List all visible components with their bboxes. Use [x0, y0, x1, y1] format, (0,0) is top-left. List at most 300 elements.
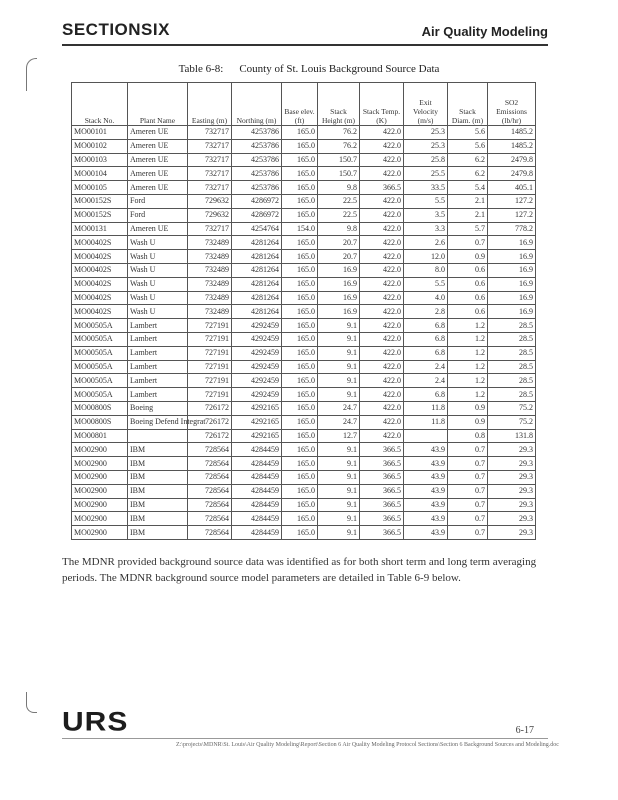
table-cell: 165.0 — [282, 126, 318, 140]
body-paragraph: The MDNR provided background source data was identified as for both short term and long term averaging periods. The MDNR background source model parameters are detailed in Table 6-9 below. — [62, 556, 537, 584]
table-cell: 9.8 — [318, 222, 360, 236]
stack-id-cell: MO00505A — [72, 346, 128, 360]
table-cell: 165.0 — [282, 443, 318, 457]
plant-name-cell: Ameren UE — [128, 126, 188, 140]
table-cell: 43.9 — [404, 443, 448, 457]
table-cell: 728564 — [188, 512, 232, 526]
table-cell: 165.0 — [282, 250, 318, 264]
plant-name-cell: Lambert — [128, 346, 188, 360]
table-cell: 11.8 — [404, 401, 448, 415]
table-cell: 4281264 — [232, 291, 282, 305]
stack-id-cell: MO00801 — [72, 429, 128, 443]
table-row — [72, 346, 536, 360]
plant-name-cell: Wash U — [128, 305, 188, 319]
section-title: SECTIONSIX — [62, 20, 170, 39]
table-cell: 0.6 — [448, 305, 488, 319]
table-cell: 9.1 — [318, 346, 360, 360]
table-cell: 20.7 — [318, 250, 360, 264]
table-cell: 422.0 — [360, 250, 404, 264]
table-cell: 1485.2 — [488, 139, 536, 153]
table-cell: 165.0 — [282, 208, 318, 222]
table-cell: 726172 — [188, 415, 232, 429]
table-cell: 732717 — [188, 126, 232, 140]
table-cell: 165.0 — [282, 498, 318, 512]
table-cell: 0.7 — [448, 470, 488, 484]
table-cell: 6.8 — [404, 388, 448, 402]
plant-name-cell: IBM — [128, 457, 188, 471]
table-cell: 9.1 — [318, 512, 360, 526]
table-cell: 366.5 — [360, 526, 404, 540]
table-body — [72, 126, 536, 540]
table-cell: 422.0 — [360, 208, 404, 222]
table-cell: 150.7 — [318, 153, 360, 167]
table-cell: 1.2 — [448, 374, 488, 388]
table-cell: 366.5 — [360, 498, 404, 512]
table-cell: 28.5 — [488, 360, 536, 374]
table-cell: 16.9 — [488, 236, 536, 250]
table-cell: 9.1 — [318, 526, 360, 540]
table-cell: 4292459 — [232, 332, 282, 346]
column-header: Stack No. — [72, 83, 128, 126]
table-cell: 728564 — [188, 498, 232, 512]
table-cell: 0.7 — [448, 512, 488, 526]
table-cell: 732717 — [188, 167, 232, 181]
table-cell: 16.9 — [318, 277, 360, 291]
table-cell: 4292459 — [232, 388, 282, 402]
table-cell: 405.1 — [488, 181, 536, 195]
table-cell: 4281264 — [232, 277, 282, 291]
plant-name-cell: Lambert — [128, 374, 188, 388]
table-cell: 732489 — [188, 250, 232, 264]
table-cell: 4254764 — [232, 222, 282, 236]
table-row — [72, 388, 536, 402]
table-cell: 422.0 — [360, 360, 404, 374]
table-cell — [404, 429, 448, 443]
table-row — [72, 126, 536, 140]
table-cell: 9.1 — [318, 319, 360, 333]
table-row — [72, 194, 536, 208]
table-row — [72, 512, 536, 526]
table-cell: 24.7 — [318, 415, 360, 429]
column-header: Base elev. (ft) — [282, 83, 318, 126]
table-cell: 165.0 — [282, 236, 318, 250]
urs-logo: URS — [62, 707, 129, 737]
table-cell: 9.1 — [318, 457, 360, 471]
column-header: Stack Height (m) — [318, 83, 360, 126]
stack-id-cell: MO00505A — [72, 388, 128, 402]
table-cell: 1.2 — [448, 346, 488, 360]
table-cell: 0.7 — [448, 443, 488, 457]
table-cell: 6.8 — [404, 346, 448, 360]
table-cell: 6.8 — [404, 319, 448, 333]
table-cell: 165.0 — [282, 457, 318, 471]
column-header: SO2 Emissions (lb/hr) — [488, 83, 536, 126]
table-cell: 728564 — [188, 457, 232, 471]
table-cell: 9.1 — [318, 388, 360, 402]
plant-name-cell: Wash U — [128, 277, 188, 291]
table-cell: 726172 — [188, 401, 232, 415]
table-cell: 9.1 — [318, 374, 360, 388]
stack-id-cell: MO00402S — [72, 277, 128, 291]
stack-id-cell: MO02900 — [72, 484, 128, 498]
table-cell: 727191 — [188, 319, 232, 333]
table-cell: 12.7 — [318, 429, 360, 443]
table-cell: 9.1 — [318, 470, 360, 484]
table-cell: 4284459 — [232, 512, 282, 526]
table-row — [72, 484, 536, 498]
plant-name-cell: IBM — [128, 484, 188, 498]
table-cell: 16.9 — [318, 305, 360, 319]
table-cell: 5.5 — [404, 277, 448, 291]
table-cell: 25.3 — [404, 126, 448, 140]
table-cell: 726172 — [188, 429, 232, 443]
table-cell: 4284459 — [232, 470, 282, 484]
table-row — [72, 401, 536, 415]
table-cell: 16.9 — [488, 305, 536, 319]
table-cell: 1485.2 — [488, 126, 536, 140]
table-cell: 5.5 — [404, 194, 448, 208]
table-cell: 29.3 — [488, 512, 536, 526]
stack-id-cell: MO00131 — [72, 222, 128, 236]
table-cell: 422.0 — [360, 153, 404, 167]
table-row — [72, 305, 536, 319]
table-cell: 29.3 — [488, 498, 536, 512]
stack-id-cell: MO00152S — [72, 194, 128, 208]
table-cell: 131.8 — [488, 429, 536, 443]
plant-name-cell: Ameren UE — [128, 153, 188, 167]
table-cell: 43.9 — [404, 470, 448, 484]
table-cell: 4281264 — [232, 263, 282, 277]
table-cell: 727191 — [188, 346, 232, 360]
table-row — [72, 291, 536, 305]
plant-name-cell: IBM — [128, 443, 188, 457]
table-row — [72, 167, 536, 181]
table-cell: 2.8 — [404, 305, 448, 319]
table-cell: 4292165 — [232, 415, 282, 429]
table-cell: 4292459 — [232, 360, 282, 374]
table-row — [72, 332, 536, 346]
table-cell: 2.1 — [448, 194, 488, 208]
table-cell: 28.5 — [488, 319, 536, 333]
stack-id-cell: MO02900 — [72, 498, 128, 512]
table-cell: 0.6 — [448, 291, 488, 305]
table-cell: 422.0 — [360, 139, 404, 153]
table-row — [72, 139, 536, 153]
table-cell: 9.1 — [318, 332, 360, 346]
table-cell: 732717 — [188, 222, 232, 236]
table-cell: 4.0 — [404, 291, 448, 305]
left-margin-bracket-bottom — [26, 692, 37, 713]
table-cell: 422.0 — [360, 263, 404, 277]
table-cell: 1.2 — [448, 319, 488, 333]
stack-id-cell: MO00402S — [72, 236, 128, 250]
table-cell: 165.0 — [282, 388, 318, 402]
table-row — [72, 470, 536, 484]
table-row — [72, 443, 536, 457]
table-cell: 728564 — [188, 526, 232, 540]
table-cell: 9.8 — [318, 181, 360, 195]
table-cell: 165.0 — [282, 429, 318, 443]
running-title: Air Quality Modeling — [421, 24, 548, 39]
table-row — [72, 429, 536, 443]
table-cell: 2.6 — [404, 236, 448, 250]
stack-id-cell: MO00505A — [72, 374, 128, 388]
table-row — [72, 222, 536, 236]
table-cell: 732489 — [188, 236, 232, 250]
background-source-table — [71, 82, 536, 540]
table-cell: 4292459 — [232, 319, 282, 333]
table-cell: 1.2 — [448, 332, 488, 346]
table-row — [72, 153, 536, 167]
table-row — [72, 181, 536, 195]
table-cell: 0.6 — [448, 263, 488, 277]
left-margin-bracket-top — [26, 58, 37, 91]
table-cell: 422.0 — [360, 332, 404, 346]
table-cell: 422.0 — [360, 126, 404, 140]
table-cell: 127.2 — [488, 208, 536, 222]
table-cell: 165.0 — [282, 470, 318, 484]
table-cell: 165.0 — [282, 374, 318, 388]
table-cell: 165.0 — [282, 167, 318, 181]
table-cell: 732717 — [188, 181, 232, 195]
table-cell: 4292165 — [232, 401, 282, 415]
table-cell: 154.0 — [282, 222, 318, 236]
column-header: Stack Diam. (m) — [448, 83, 488, 126]
header-rule — [62, 44, 548, 46]
stack-id-cell: MO02900 — [72, 443, 128, 457]
table-cell: 728564 — [188, 484, 232, 498]
plant-name-cell: Ameren UE — [128, 181, 188, 195]
table-row — [72, 374, 536, 388]
stack-id-cell: MO02900 — [72, 526, 128, 540]
table-cell: 165.0 — [282, 401, 318, 415]
table-cell: 43.9 — [404, 484, 448, 498]
plant-name-cell: Ameren UE — [128, 222, 188, 236]
plant-name-cell: Ameren UE — [128, 139, 188, 153]
table-cell: 4292165 — [232, 429, 282, 443]
stack-id-cell: MO00505A — [72, 319, 128, 333]
table-cell: 0.8 — [448, 429, 488, 443]
table-cell: 25.5 — [404, 167, 448, 181]
table-cell: 5.6 — [448, 126, 488, 140]
table-cell: 165.0 — [282, 263, 318, 277]
table-cell: 0.7 — [448, 457, 488, 471]
plant-name-cell: Lambert — [128, 360, 188, 374]
table-cell: 1.2 — [448, 360, 488, 374]
plant-name-cell: Wash U — [128, 236, 188, 250]
stack-id-cell: MO02900 — [72, 470, 128, 484]
table-cell: 422.0 — [360, 236, 404, 250]
table-row — [72, 319, 536, 333]
footer-file-path: Z:\projects\MDNR\St. Louis\Air Quality Modeling\Report\Section 6 Air Quality Modeling Protocol Sections\Section 6 Background Sources and Modeling.doc — [176, 742, 559, 748]
table-cell: 43.9 — [404, 457, 448, 471]
table-cell: 4284459 — [232, 457, 282, 471]
table-cell: 727191 — [188, 374, 232, 388]
table-cell: 25.3 — [404, 139, 448, 153]
table-cell: 22.5 — [318, 194, 360, 208]
table-cell: 0.7 — [448, 484, 488, 498]
table-cell: 9.1 — [318, 498, 360, 512]
table-cell: 165.0 — [282, 526, 318, 540]
table-cell: 732717 — [188, 153, 232, 167]
page-number: 6-17 — [515, 725, 534, 736]
plant-name-cell: IBM — [128, 526, 188, 540]
table-cell: 16.9 — [318, 291, 360, 305]
table-cell: 4253786 — [232, 126, 282, 140]
table-row — [72, 250, 536, 264]
table-cell: 0.9 — [448, 250, 488, 264]
table-cell: 0.6 — [448, 277, 488, 291]
table-cell: 25.8 — [404, 153, 448, 167]
table-row — [72, 415, 536, 429]
table-cell: 422.0 — [360, 319, 404, 333]
table-cell: 0.7 — [448, 526, 488, 540]
table-cell: 165.0 — [282, 332, 318, 346]
table-cell: 366.5 — [360, 470, 404, 484]
table-cell: 165.0 — [282, 305, 318, 319]
stack-id-cell: MO00102 — [72, 139, 128, 153]
stack-id-cell: MO00505A — [72, 332, 128, 346]
table-cell: 165.0 — [282, 360, 318, 374]
table-cell: 729632 — [188, 208, 232, 222]
table-cell: 76.2 — [318, 126, 360, 140]
table-cell: 4281264 — [232, 305, 282, 319]
table-cell: 28.5 — [488, 332, 536, 346]
table-cell: 29.3 — [488, 457, 536, 471]
plant-name-cell: Ford — [128, 208, 188, 222]
table-cell: 11.8 — [404, 415, 448, 429]
table-cell: 366.5 — [360, 484, 404, 498]
table-cell: 9.1 — [318, 443, 360, 457]
table-cell: 2.1 — [448, 208, 488, 222]
table-cell: 9.1 — [318, 484, 360, 498]
table-cell: 0.7 — [448, 236, 488, 250]
footer-rule — [62, 738, 548, 739]
table-cell: 165.0 — [282, 512, 318, 526]
table-cell: 422.0 — [360, 388, 404, 402]
table-cell: 4281264 — [232, 250, 282, 264]
table-row — [72, 526, 536, 540]
table-cell: 4292459 — [232, 346, 282, 360]
table-title: County of St. Louis Background Source Data — [239, 63, 440, 75]
table-cell: 33.5 — [404, 181, 448, 195]
plant-name-cell: Boeing Defend Integrat — [128, 415, 188, 429]
table-cell: 422.0 — [360, 194, 404, 208]
table-cell: 2.4 — [404, 374, 448, 388]
table-cell: 5.7 — [448, 222, 488, 236]
table-row — [72, 277, 536, 291]
table-cell: 16.9 — [488, 277, 536, 291]
table-cell: 4253786 — [232, 181, 282, 195]
table-cell: 2.4 — [404, 360, 448, 374]
table-cell: 20.7 — [318, 236, 360, 250]
column-header: Stack Temp. (K) — [360, 83, 404, 126]
column-header: Plant Name — [128, 83, 188, 126]
table-header-row — [72, 83, 536, 126]
table-cell: 2479.8 — [488, 153, 536, 167]
stack-id-cell: MO00103 — [72, 153, 128, 167]
plant-name-cell: Lambert — [128, 332, 188, 346]
stack-id-cell: MO02900 — [72, 512, 128, 526]
plant-name-cell — [128, 429, 188, 443]
table-cell: 165.0 — [282, 319, 318, 333]
table-cell: 6.8 — [404, 332, 448, 346]
table-cell: 4286972 — [232, 194, 282, 208]
stack-id-cell: MO00402S — [72, 263, 128, 277]
table-cell: 165.0 — [282, 415, 318, 429]
table-cell: 29.3 — [488, 484, 536, 498]
table-cell: 4253786 — [232, 139, 282, 153]
table-cell: 422.0 — [360, 291, 404, 305]
table-cell: 4253786 — [232, 153, 282, 167]
table-number: Table 6-8: — [178, 63, 224, 75]
table-cell: 28.5 — [488, 374, 536, 388]
table-cell: 29.3 — [488, 526, 536, 540]
table-cell: 29.3 — [488, 443, 536, 457]
table-cell: 4286972 — [232, 208, 282, 222]
plant-name-cell: Ford — [128, 194, 188, 208]
table-cell: 422.0 — [360, 167, 404, 181]
stack-id-cell: MO00152S — [72, 208, 128, 222]
plant-name-cell: IBM — [128, 470, 188, 484]
table-cell: 727191 — [188, 360, 232, 374]
table-row — [72, 498, 536, 512]
table-cell: 43.9 — [404, 512, 448, 526]
table-cell: 4281264 — [232, 236, 282, 250]
table-cell: 22.5 — [318, 208, 360, 222]
stack-id-cell: MO00402S — [72, 291, 128, 305]
table-cell: 0.7 — [448, 498, 488, 512]
table-cell: 732489 — [188, 263, 232, 277]
table-cell: 422.0 — [360, 401, 404, 415]
column-header: Exit Velocity (m/s) — [404, 83, 448, 126]
stack-id-cell: MO00402S — [72, 305, 128, 319]
table-cell: 732489 — [188, 291, 232, 305]
table-cell: 43.9 — [404, 498, 448, 512]
table-cell: 5.6 — [448, 139, 488, 153]
table-cell: 12.0 — [404, 250, 448, 264]
table-cell: 422.0 — [360, 346, 404, 360]
table-cell: 4292459 — [232, 374, 282, 388]
table-cell: 29.3 — [488, 470, 536, 484]
table-cell: 422.0 — [360, 415, 404, 429]
table-cell: 150.7 — [318, 167, 360, 181]
table-cell: 6.2 — [448, 167, 488, 181]
stack-id-cell: MO02900 — [72, 457, 128, 471]
plant-name-cell: Lambert — [128, 319, 188, 333]
stack-id-cell: MO00402S — [72, 250, 128, 264]
table-row — [72, 360, 536, 374]
table-cell: 778.2 — [488, 222, 536, 236]
stack-id-cell: MO00105 — [72, 181, 128, 195]
table-cell: 3.3 — [404, 222, 448, 236]
table-cell: 16.9 — [488, 291, 536, 305]
table-cell: 4284459 — [232, 526, 282, 540]
table-cell: 422.0 — [360, 374, 404, 388]
table-cell: 4284459 — [232, 498, 282, 512]
table-cell: 75.2 — [488, 401, 536, 415]
plant-name-cell: Boeing — [128, 401, 188, 415]
table-cell: 24.7 — [318, 401, 360, 415]
table-cell: 16.9 — [488, 250, 536, 264]
table-cell: 4284459 — [232, 443, 282, 457]
table-cell: 366.5 — [360, 443, 404, 457]
table-cell: 732489 — [188, 277, 232, 291]
plant-name-cell: Wash U — [128, 250, 188, 264]
table-row — [72, 263, 536, 277]
table-cell: 2479.8 — [488, 167, 536, 181]
plant-name-cell: Lambert — [128, 388, 188, 402]
